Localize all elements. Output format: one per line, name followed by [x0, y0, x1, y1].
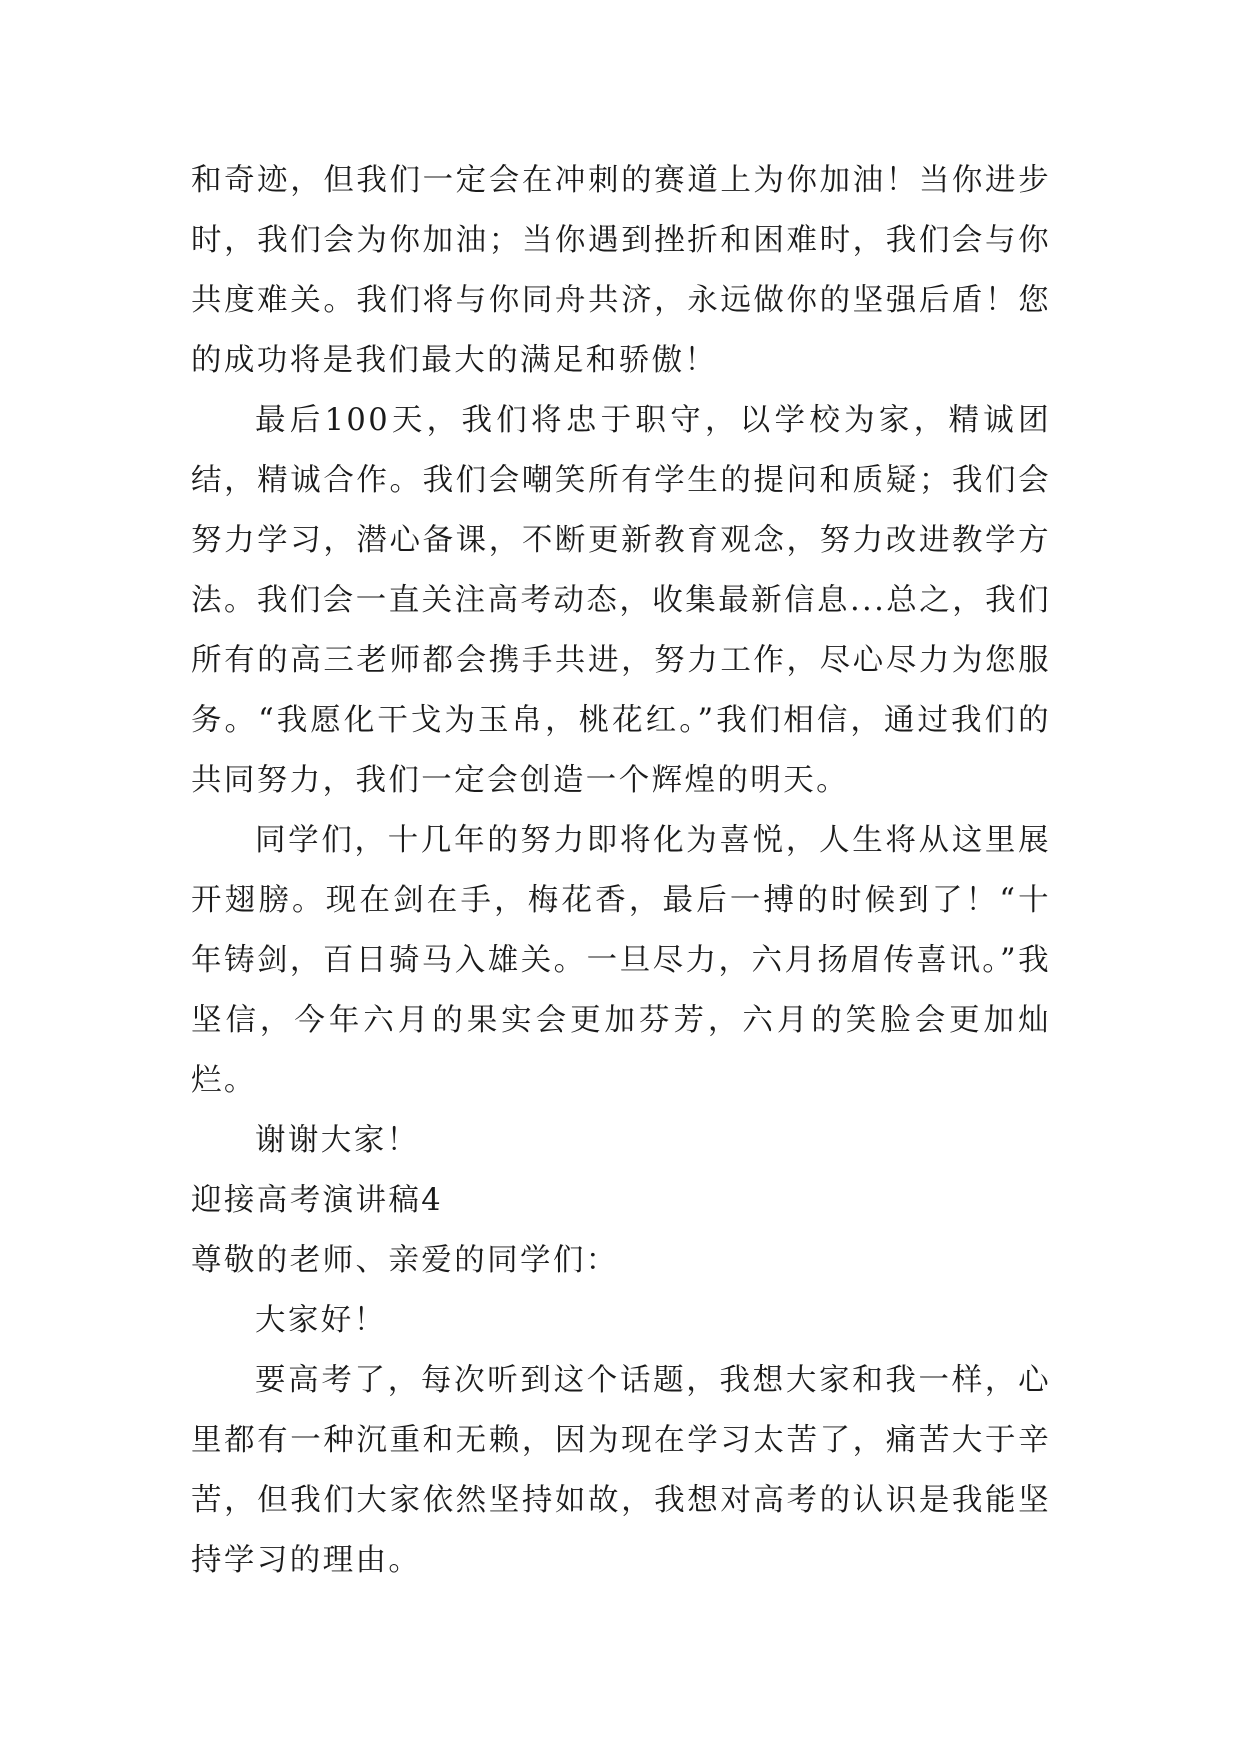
paragraph-continuation: 和奇迹，但我们一定会在冲刺的赛道上为你加油！当你进步时，我们会为你加油；当你遇到挫折和困难时，我们会与你共度难关。我们将与你同舟共济，永远做你的坚强后盾！您的成功将是我们最大的满足和骄傲！ — [191, 163, 1051, 378]
paragraph-thanks: 谢谢大家！ — [255, 1123, 420, 1158]
paragraph-teachers-pledge: 最后100天，我们将忠于职守，以学校为家，精诚团结，精诚合作。我们会嘲笑所有学生的提问和质疑；我们会努力学习，潜心备课，不断更新教育观念，努力改进教学方法。我们会一直关注高考动态，收集最新信息...总之，我们所有的高三老师都会携手共进，努力工作，尽心尽力为您服务。“我愿化干戈为玉帛，桃花红。”我们相信，通过我们的共同努力，我们一定会创造一个辉煌的明天。 — [191, 403, 1051, 798]
document-body — [191, 151, 1051, 1591]
paragraph-encouragement: 同学们，十几年的努力即将化为喜悦，人生将从这里展开翅膀。现在剑在手，梅花香，最后一搏的时候到了！“十年铸剑，百日骑马入雄关。一旦尽力，六月扬眉传喜讯。”我坚信，今年六月的果实会更加芬芳，六月的笑脸会更加灿烂。 — [191, 823, 1051, 1098]
paragraph-body: 要高考了，每次听到这个话题，我想大家和我一样，心里都有一种沉重和无赖，因为现在学习太苦了，痛苦大于辛苦，但我们大家依然坚持如故，我想对高考的认识是我能坚持学习的理由。 — [191, 1363, 1051, 1578]
section-title: 迎接高考演讲稿4 — [191, 1183, 444, 1218]
salutation: 尊敬的老师、亲爱的同学们： — [191, 1243, 619, 1278]
greeting: 大家好！ — [255, 1303, 387, 1338]
